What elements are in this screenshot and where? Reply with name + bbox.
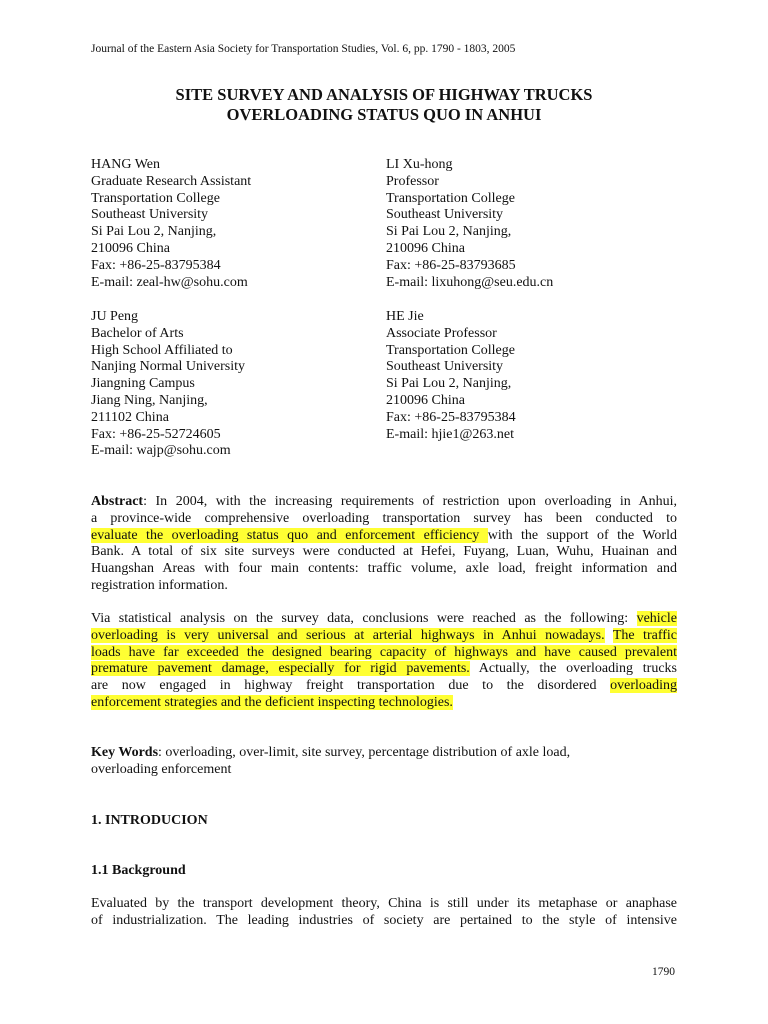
journal-citation: Journal of the Eastern Asia Society for Transportation Studies, Vol. 6, pp. 1790 - 1803, 2005 [91, 43, 516, 55]
paper-title [0, 85, 768, 125]
background-line: Evaluated by the transport development theory, China is still under its metaphase or anaphase [91, 896, 677, 911]
keywords-line: overloading enforcement [91, 761, 232, 777]
abstract-label: Abstract [91, 494, 144, 509]
author-address: Si Pai Lou 2, Nanjing, [386, 224, 512, 240]
background-paragraph [91, 896, 677, 930]
author-block-he-jie [386, 309, 516, 443]
page-number: 1790 [652, 966, 675, 978]
highlight: overloading [610, 678, 677, 694]
highlight: vehicle [636, 611, 677, 626]
author-postcode: 210096 China [386, 392, 465, 408]
author-affiliation: High School Affiliated to [91, 342, 233, 358]
author-name: JU Peng [91, 309, 139, 324]
author-university: Southeast University [91, 207, 209, 223]
abstract-line: a province-wide comprehensive overloading transportation survey has been conducted to [91, 510, 677, 526]
author-university: Southeast University [386, 207, 504, 223]
author-university: Nanjing Normal University [91, 359, 245, 375]
highlight: premature pavement damage, especially for rigid pavements. [91, 661, 470, 677]
keywords-line: Key Words: overloading, over-limit, site survey, percentage distribution of axle load, [91, 745, 571, 760]
author-position: Associate Professor [386, 325, 497, 341]
conclusions-paragraph [91, 611, 677, 712]
author-email: E-mail: wajp@sohu.com [91, 443, 231, 459]
author-block-hang-wen [91, 157, 251, 291]
author-address: Si Pai Lou 2, Nanjing, [386, 376, 512, 392]
author-position: Bachelor of Arts [91, 325, 184, 341]
author-university: Southeast University [386, 359, 504, 375]
background-line: of industrialization. The leading industries of society are pertained to the style of intensive [91, 912, 677, 928]
author-affiliation: Transportation College [386, 190, 515, 206]
author-address: Jiang Ning, Nanjing, [91, 392, 208, 408]
abstract-paragraph [91, 494, 677, 595]
author-name: HE Jie [386, 309, 424, 324]
author-postcode: 210096 China [386, 240, 465, 256]
highlight: The traffic [612, 627, 677, 643]
author-fax: Fax: +86-25-52724605 [91, 426, 221, 442]
title-line-2: OVERLOADING STATUS QUO IN ANHUI [226, 105, 542, 124]
abstract-line: Bank. A total of six site surveys were conducted at Hefei, Fuyang, Luan, Wuhu, Huainan and [91, 544, 677, 560]
conclusions-line: premature pavement damage, especially for rigid pavements. Actually, the overloading trucks [91, 661, 677, 677]
conclusions-line [91, 645, 677, 662]
author-postcode: 211102 China [91, 409, 169, 425]
conclusions-line [91, 628, 677, 645]
author-postcode: 210096 China [91, 240, 170, 256]
author-name: LI Xu-hong [386, 157, 453, 172]
highlight: evaluate the overloading status quo and enforcement efficiency [91, 527, 488, 543]
author-fax: Fax: +86-25-83793685 [386, 257, 516, 273]
keywords-paragraph [91, 745, 677, 779]
author-block-ju-peng [91, 309, 245, 460]
author-email: E-mail: zeal-hw@sohu.com [91, 274, 248, 290]
title-line-1: SITE SURVEY AND ANALYSIS OF HIGHWAY TRUCKS [175, 85, 593, 104]
author-position: Professor [386, 173, 439, 189]
conclusions-line [91, 695, 677, 712]
author-address: Si Pai Lou 2, Nanjing, [91, 224, 217, 240]
author-email: E-mail: lixuhong@seu.edu.cn [386, 274, 554, 290]
author-position: Graduate Research Assistant [91, 173, 252, 189]
subsection-heading-background: 1.1 Background [91, 863, 186, 878]
abstract-line: Abstract: In 2004, with the increasing requirements of restriction upon overloading in Anhui, [91, 494, 677, 509]
abstract-line: evaluate the overloading status quo and enforcement efficiency with the support of the World [91, 527, 677, 543]
abstract-line: Huangshan Areas with four main contents: traffic volume, axle load, freight information and [91, 561, 677, 577]
author-affiliation: Transportation College [386, 342, 515, 358]
conclusions-line: are now engaged in highway freight transportation due to the disordered overloading [91, 678, 677, 694]
author-name: HANG Wen [91, 157, 160, 172]
author-fax: Fax: +86-25-83795384 [386, 409, 516, 425]
author-fax: Fax: +86-25-83795384 [91, 257, 221, 273]
author-block-li-xu-hong [386, 157, 553, 291]
highlight: overloading is very universal and serious at arterial highways in Anhui nowadays. [91, 627, 605, 643]
author-email: E-mail: hjie1@263.net [386, 426, 514, 442]
author-affiliation: Transportation College [91, 190, 220, 206]
abstract-line: registration information. [91, 577, 228, 593]
highlight: enforcement strategies and the deficient inspecting technologies. [91, 694, 453, 710]
conclusions-line: Via statistical analysis on the survey data, conclusions were reached as the following: vehicle [91, 611, 677, 626]
author-campus: Jiangning Campus [91, 376, 195, 392]
section-heading-introduction: 1. INTRODUCION [91, 813, 208, 828]
keywords-label: Key Words [91, 745, 159, 760]
highlight: loads have far exceeded the designed bearing capacity of highways and have caused prevalent [91, 644, 677, 660]
